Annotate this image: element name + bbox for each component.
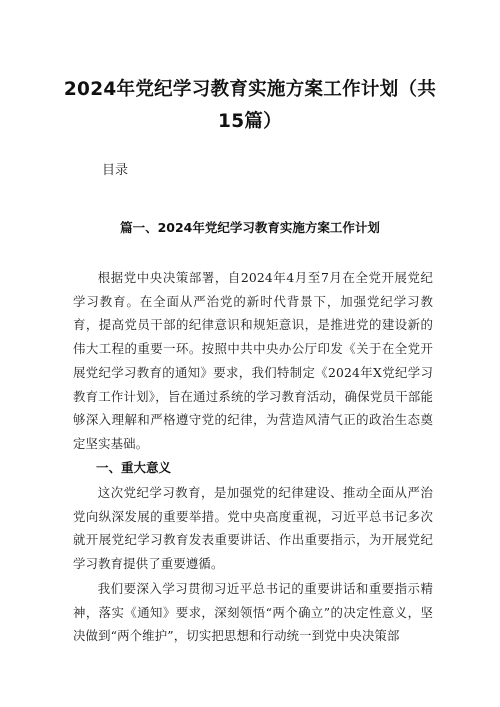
paragraph-1-text: 根据党中央决策部署，自2024年4月至7月在全党开展党纪学习教育。在全面从严治党的新时代背景下，加强党纪学习教育，提高党员干部的纪律意识和规矩意识，是推进党的建设新的伟大工程的重要一环。按照中共中央办公厅印发《关于在全党开展党纪学习教育的通知》要求，我们特制定《2024年X党纪学习教育工作计划》，旨在通过系统的学习教育活动，确保党员干部能够深入理解和严格遵守党的纪律，为营造风清气正的政治生态奠定坚实基础。 (73, 270, 433, 451)
chapter-title: 篇一、2024年党纪学习教育实施方案工作计划 (120, 220, 380, 235)
paragraph-2 (73, 481, 433, 576)
paragraph-1 (73, 266, 433, 456)
toc-label: 目录 (102, 163, 129, 178)
paragraph-3-text: 我们要深入学习贯彻习近平总书记的重要讲话和重要指示精神，落实《通知》要求，深刻领悟“两个确立”的决定性意义，坚决做到“两个维护”，切实把思想和行动统一到党中央决策部 (73, 581, 433, 644)
document-title-line-2: 15篇） (218, 111, 282, 132)
paragraph-2-text: 这次党纪学习教育，是加强党的纪律建设、推动全面从严治党向纵深发展的重要举措。党中央高度重视，习近平总书记多次就开展党纪学习教育发表重要讲话、作出重要指示，为开展党纪学习教育提供了重要遵循。 (73, 485, 433, 572)
section-heading-significance: 一、重大意义 (96, 460, 172, 475)
paragraph-3 (73, 577, 433, 648)
document-title (40, 74, 460, 138)
document-title-line-1: 2024年党纪学习教育实施方案工作计划（共 (63, 79, 437, 100)
